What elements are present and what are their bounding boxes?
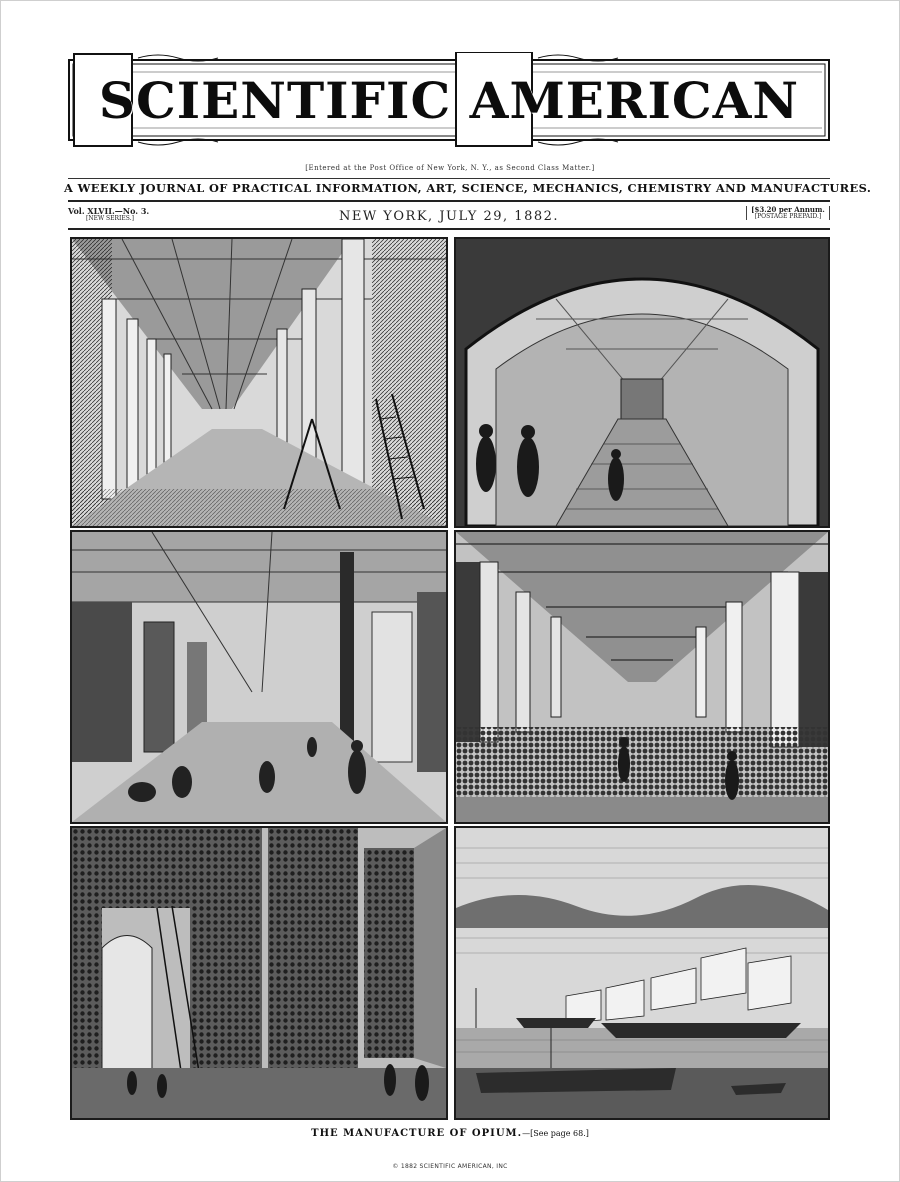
postage-label: [POSTAGE PREPAID.] [754,213,822,220]
divider-rule [68,178,830,179]
engraving-panel-racks [70,826,448,1120]
engraving-panel-harbor [454,826,830,1120]
masthead-title: SCIENTIFIC AMERICAN [98,70,800,130]
entered-notice: [Entered at the Post Office of New York, N. Y., as Second Class Matter.] [305,164,595,172]
caption-title: THE MANUFACTURE OF OPIUM. [311,1128,523,1139]
divider-rule [68,200,830,202]
engraving-panel-storehouse [454,530,830,824]
price-info [746,206,830,220]
figure-caption [0,1128,900,1139]
copyright-notice: © 1882 SCIENTIFIC AMERICAN, INC [392,1163,508,1170]
engraving-panel-hall [70,237,448,528]
dateline-row [68,206,830,226]
volume-number: Vol. XLVII.—No. 3. [68,206,150,216]
engraving-panel-drying-room [70,530,448,824]
caption-page-reference: —[See page 68.] [522,1129,589,1138]
engraving-panel-arched-cellar [454,237,830,528]
masthead [68,52,830,148]
journal-subtitle: A WEEKLY JOURNAL OF PRACTICAL INFORMATION, ART, SCIENCE, MECHANICS, CHEMISTRY AND MANUFACTURES. [64,181,872,195]
issue-date: NEW YORK, JULY 29, 1882. [338,209,560,224]
subscription-price: [$3.20 per Annum. [751,205,825,214]
series-label: [NEW SERIES.] [86,215,134,222]
divider-rule [68,228,830,230]
